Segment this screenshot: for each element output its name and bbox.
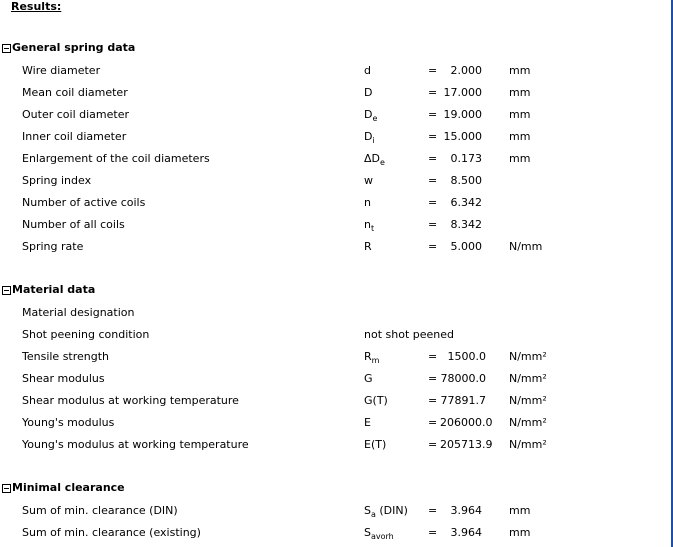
collapse-icon[interactable] <box>2 286 11 295</box>
row-value: 5.000 <box>450 240 482 253</box>
result-row-spring-index <box>0 171 670 193</box>
row-symbol: $D_e$ <box>364 108 378 123</box>
section-general-spring-data <box>0 39 670 259</box>
row-label: Sum of min. clearance (DIN) <box>22 504 178 517</box>
row-symbol: $R_m$ <box>364 350 380 365</box>
row-label: Inner coil diameter <box>22 130 127 143</box>
row-unit: mm <box>509 152 531 165</box>
row-equals: = <box>428 86 438 99</box>
row-value: 206000.0 <box>440 416 493 429</box>
result-row-mean-coil-diameter <box>0 83 670 105</box>
row-symbol: $S_{avorh}$ <box>364 526 394 541</box>
row-equals: = <box>428 108 438 121</box>
row-value: 1500.0 <box>447 350 486 363</box>
row-equals: = <box>428 372 438 385</box>
row-unit: mm <box>509 64 531 77</box>
row-symbol: w <box>364 174 373 187</box>
row-label: Shear modulus <box>22 372 105 385</box>
row-label: Young's modulus <box>22 416 115 429</box>
row-symbol: D <box>364 86 373 99</box>
result-row-material-designation <box>0 303 670 325</box>
row-equals: = <box>428 350 438 363</box>
row-symbol: d <box>364 64 371 77</box>
result-row-min-clearance-din <box>0 501 670 523</box>
row-label: Young's modulus at working temperature <box>22 438 249 451</box>
result-row-enlargement-coil-diameters <box>0 149 670 171</box>
section-header-general[interactable] <box>0 39 670 61</box>
row-value: 8.500 <box>450 174 482 187</box>
row-symbol: $S_a$ (DIN) <box>364 504 408 519</box>
result-row-shear-modulus-working-temp <box>0 391 670 413</box>
row-value: 3.964 <box>450 504 482 517</box>
row-label: Shot peening condition <box>22 328 150 341</box>
row-unit: N/mm² <box>509 350 547 363</box>
row-symbol: E(T) <box>364 438 387 451</box>
row-unit: mm <box>509 130 531 143</box>
row-value: 205713.9 <box>440 438 493 451</box>
section-minimal-clearance <box>0 479 670 545</box>
section-header-clearance[interactable] <box>0 479 670 501</box>
row-unit: N/mm² <box>509 394 547 407</box>
row-value: 15.000 <box>443 130 482 143</box>
row-value: 3.964 <box>450 526 482 539</box>
row-label: Sum of min. clearance (existing) <box>22 526 201 539</box>
row-equals: = <box>428 240 438 253</box>
row-symbol: $D_i$ <box>364 130 375 145</box>
row-value: not shot peened <box>364 328 454 341</box>
row-symbol: G <box>364 372 373 385</box>
row-unit: mm <box>509 86 531 99</box>
row-label: Wire diameter <box>22 64 101 77</box>
result-row-inner-coil-diameter <box>0 127 670 149</box>
row-value: 2.000 <box>450 64 482 77</box>
row-symbol: $n_t$ <box>364 218 375 233</box>
section-title: Material data <box>12 283 96 296</box>
section-header-material[interactable] <box>0 281 670 303</box>
result-row-outer-coil-diameter <box>0 105 670 127</box>
result-row-youngs-modulus <box>0 413 670 435</box>
row-equals: = <box>428 394 438 407</box>
result-row-active-coils <box>0 193 670 215</box>
row-value: 17.000 <box>443 86 482 99</box>
result-row-spring-rate <box>0 237 670 259</box>
row-unit: N/mm² <box>509 372 547 385</box>
result-row-min-clearance-existing <box>0 523 670 545</box>
row-equals: = <box>428 438 438 451</box>
row-label: Material designation <box>22 306 135 319</box>
row-value: 19.000 <box>443 108 482 121</box>
row-value: 0.173 <box>450 152 482 165</box>
result-row-shear-modulus <box>0 369 670 391</box>
collapse-icon[interactable] <box>2 484 11 493</box>
row-equals: = <box>428 174 438 187</box>
row-value: 77891.7 <box>440 394 486 407</box>
row-equals: = <box>428 504 438 517</box>
row-value: 6.342 <box>450 196 482 209</box>
row-label: Spring index <box>22 174 92 187</box>
row-label: Mean coil diameter <box>22 86 128 99</box>
row-equals: = <box>428 130 438 143</box>
result-row-youngs-modulus-working-temp <box>0 435 670 457</box>
section-title: Minimal clearance <box>12 481 125 494</box>
row-label: Number of active coils <box>22 196 146 209</box>
row-equals: = <box>428 416 438 429</box>
row-equals: = <box>428 64 438 77</box>
row-label: Outer coil diameter <box>22 108 129 121</box>
row-value: 78000.0 <box>440 372 486 385</box>
result-row-tensile-strength <box>0 347 670 369</box>
row-symbol: n <box>364 196 371 209</box>
row-label: Enlargement of the coil diameters <box>22 152 210 165</box>
row-label: Number of all coils <box>22 218 125 231</box>
row-label: Shear modulus at working temperature <box>22 394 239 407</box>
row-label: Tensile strength <box>22 350 110 363</box>
collapse-icon[interactable] <box>2 44 11 53</box>
result-row-all-coils <box>0 215 670 237</box>
row-unit: N/mm² <box>509 416 547 429</box>
row-unit: N/mm <box>509 240 543 253</box>
row-equals: = <box>428 526 438 539</box>
row-symbol: R <box>364 240 372 253</box>
row-symbol: E <box>364 416 371 429</box>
row-unit: mm <box>509 108 531 121</box>
section-material-data <box>0 281 670 457</box>
row-label: Spring rate <box>22 240 84 253</box>
row-value: 8.342 <box>450 218 482 231</box>
row-equals: = <box>428 218 438 231</box>
row-equals: = <box>428 152 438 165</box>
result-row-shot-peening <box>0 325 670 347</box>
row-equals: = <box>428 196 438 209</box>
results-heading: Results: <box>11 0 62 13</box>
row-unit: mm <box>509 526 531 539</box>
row-unit: mm <box>509 504 531 517</box>
row-symbol: $\Delta D_e$ <box>364 152 385 167</box>
row-symbol: G(T) <box>364 394 388 407</box>
row-unit: N/mm² <box>509 438 547 451</box>
result-row-wire-diameter <box>0 61 670 83</box>
section-title: General spring data <box>12 41 136 54</box>
